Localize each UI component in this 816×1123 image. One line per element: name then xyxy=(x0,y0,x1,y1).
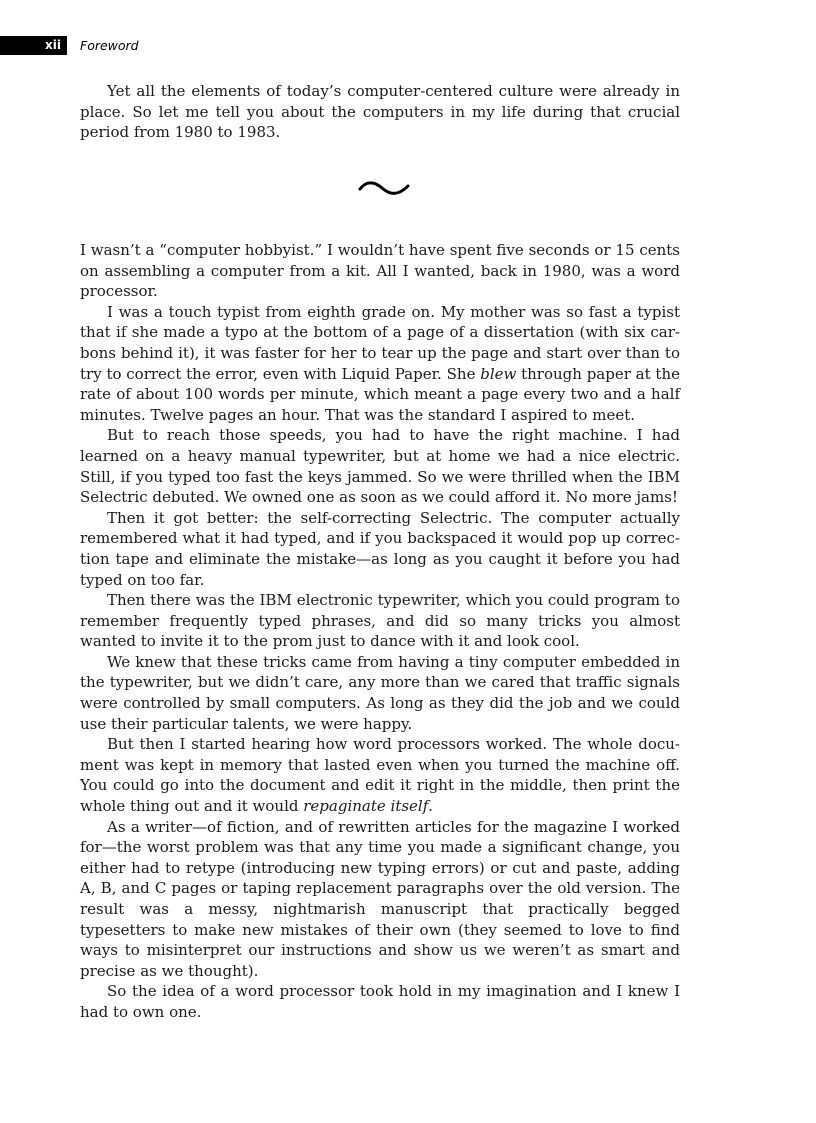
paragraph-7-text-a: But then I started hearing how word processors worked. The whole document was kept in memory that lasted even when you turned the machine off. You could go into the document and edit it right in the middle, then print the whole thing out and it would xyxy=(80,735,680,816)
paragraph-3: But to reach those speeds, you had to have the right machine. I had learned on a heavy manual typewriter, but at home we had a nice electric. Still, if you typed too fast the keys jammed. So we were thrilled when the IBM Selectric debuted. We owned one as soon as we could afford it. No more jams! xyxy=(80,426,680,507)
paragraph-7 xyxy=(80,734,680,816)
paragraph-7-emphasis: repaginate itself xyxy=(303,797,429,816)
paragraph-6: We knew that these tricks came from having a tiny computer embedded in the typewriter, but we didn’t care, any more than we cared that traffic signals were controlled by small computers. As long as they did the job and we could use their particular talents, we were happy. xyxy=(80,652,680,733)
paragraph-5: Then there was the IBM electronic typewriter, which you could program to remember frequently typed phrases, and did so many tricks you almost wanted to invite it to the prom just to dance with it and look cool. xyxy=(80,591,680,651)
page-number: xii xyxy=(0,36,67,55)
paragraph-7-text-b: . xyxy=(428,797,434,816)
paragraph-4: Then it got better: the self-correcting Selectric. The computer actually remembered what it had typed, and if you backspaced it would pop up correction tape and eliminate the mistake—as long as you caught it before you had typed on too far. xyxy=(80,508,680,589)
paragraph-2 xyxy=(80,302,680,426)
paragraph-2-emphasis: blew xyxy=(480,364,517,383)
paragraph-2-text-b: through paper at the rate of about 100 words per minute, which meant a page every two and a half minutes. Twelve pages an hour. That was the standard I aspired to meet. xyxy=(80,364,680,424)
paragraph-8: As a writer—of fiction, and of rewritten articles for the magazine I worked for—the worst problem was that any time you made a significant change, you either had to retype (introducing new typing errors) or cut and paste, adding A, B, and C pages or taping replacement paragraphs over the old version. The result was a messy, nightmarish manuscript that practically begged typesetters to make new mistakes of their own (they seemed to love to find ways to misinterpret our instructions and show us we weren’t as smart and precise as we thought). xyxy=(80,817,680,980)
intro-paragraph: Yet all the elements of today’s computer-centered culture were already in place. So let me tell you about the computers in my life during that crucial period from 1980 to 1983. xyxy=(80,82,680,142)
body-text xyxy=(80,240,680,1023)
running-head xyxy=(0,36,816,55)
paragraph-1: I wasn’t a “computer hobbyist.” I wouldn’t have spent five seconds or 15 cents on assembling a computer from a kit. All I wanted, back in 1980, was a word processor. xyxy=(80,241,680,301)
intro-block xyxy=(80,81,680,143)
section-title: Foreword xyxy=(80,38,139,53)
paragraph-9: So the idea of a word processor took hold in my imagination and I knew I had to own one. xyxy=(80,982,680,1021)
paragraph-2-text-a: I was a touch typist from eighth grade on. My mother was so fast a typist that if she made a typo at the bottom of a page of a dissertation (with six carbons behind it), it was faster for her to tear up the page and start over than to try to correct the error, even with Liquid Paper. She xyxy=(80,302,680,383)
swung-dash-ornament-icon xyxy=(358,178,410,200)
